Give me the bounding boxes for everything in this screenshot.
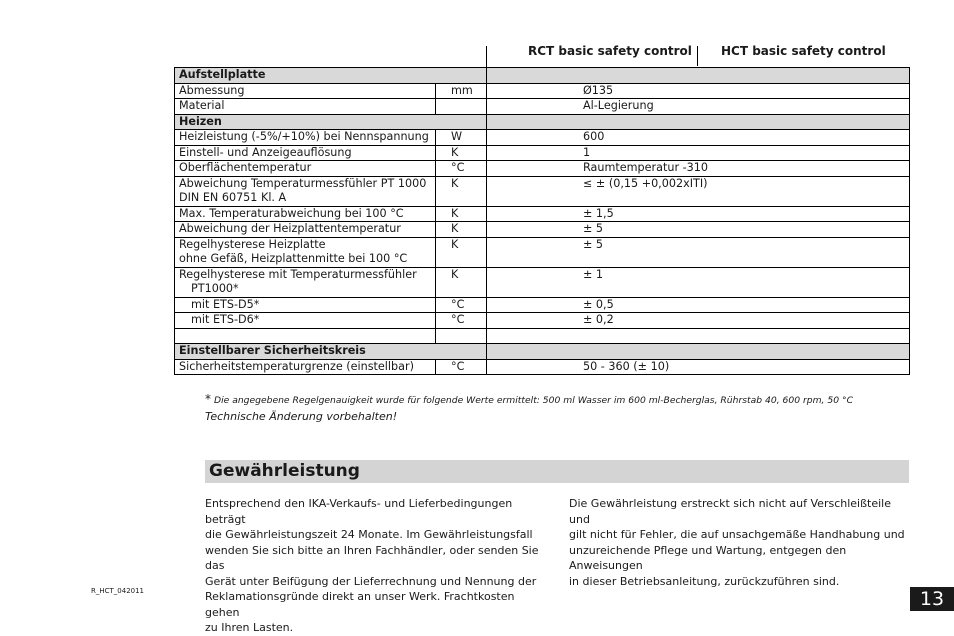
value-cell: ± 0,2	[487, 313, 910, 329]
param-label-line: Material	[179, 99, 225, 112]
value-cell: Raumtemperatur -310	[487, 161, 910, 177]
param-label	[175, 206, 436, 222]
param-label	[175, 359, 436, 375]
unit-cell: °C	[436, 359, 487, 375]
footnote-star: *	[205, 392, 211, 406]
value-cell: 50 - 360 (± 10)	[487, 359, 910, 375]
param-label	[175, 222, 436, 238]
unit-cell: W	[436, 130, 487, 146]
table-row	[175, 83, 910, 99]
unit-cell: K	[436, 176, 487, 206]
unit-cell: °C	[436, 297, 487, 313]
param-label-line: Abweichung Temperaturmessfühler PT 1000	[179, 176, 427, 190]
param-label-line: Sicherheitstemperaturgrenze (einstellbar)	[179, 359, 414, 373]
param-label-line: ohne Gefäß, Heizplattenmitte bei 100 °C	[179, 252, 408, 265]
param-label	[175, 130, 436, 146]
unit-cell: °C	[436, 161, 487, 177]
param-label	[175, 176, 436, 206]
table-row	[175, 130, 910, 146]
section-row	[175, 68, 910, 84]
section-label: Heizen	[175, 114, 487, 130]
paragraph-line: Die Gewährleistung erstreckt sich nicht auf Verschleißteile und	[569, 497, 891, 526]
value-cell: ± 1,5	[487, 206, 910, 222]
param-label-line: Oberflächentemperatur	[179, 161, 312, 174]
table-row	[175, 145, 910, 161]
paragraph-line: Gerät unter Beifügung der Lieferrechnung und Nennung der	[205, 574, 537, 588]
table-row	[175, 313, 910, 329]
paragraph-line: wenden Sie sich bitte an Ihren Fachhändler, oder senden Sie das	[205, 543, 539, 572]
table-row	[175, 359, 910, 375]
paragraph-line: Entsprechend den IKA-Verkaufs- und Lieferbedingungen beträgt	[205, 497, 513, 526]
value-cell: 1	[487, 145, 910, 161]
warranty-text-left	[205, 496, 550, 636]
unit-cell: mm	[436, 83, 487, 99]
param-label-line: mit ETS-D6*	[191, 313, 260, 326]
param-label	[175, 313, 436, 329]
section-label: Einstellbarer Sicherheitskreis	[175, 344, 487, 360]
value-cell: ± 1	[487, 267, 910, 297]
paragraph-line: gilt nicht für Fehler, die auf unsachgemäße Handhabung und	[569, 528, 905, 541]
param-label	[175, 161, 436, 177]
table-row	[175, 237, 910, 267]
header-hct: HCT basic safety control	[721, 44, 886, 58]
header-rct: RCT basic safety control	[528, 44, 692, 58]
param-label-line: Abweichung der Heizplattentemperatur	[179, 222, 401, 235]
paragraph-line: in dieser Betriebsanleitung, zurückzuführen sind.	[569, 574, 840, 588]
value-cell: ± 5	[487, 237, 910, 267]
warranty-text-right	[569, 496, 914, 589]
value-cell: Al-Legierung	[487, 99, 910, 115]
warranty-title: Gewährleistung	[205, 460, 909, 483]
blank-cell	[487, 328, 910, 344]
param-label-line: Regelhysterese mit Temperaturmessfühler	[179, 267, 417, 281]
table-row	[175, 297, 910, 313]
param-label-line: Heizleistung (-5%/+10%) bei Nennspannung	[179, 130, 429, 143]
value-cell: 600	[487, 130, 910, 146]
spec-table	[174, 67, 910, 375]
param-label	[175, 99, 436, 115]
footnote-text: Die angegebene Regelgenauigkeit wurde für folgende Werte ermittelt: 500 ml Wasser im 600 ml-Becherglas, Rührstab 40, 600 rpm, 50 °C	[214, 395, 854, 406]
param-label	[175, 145, 436, 161]
param-label-line: mit ETS-D5*	[191, 297, 260, 311]
paragraph-line: Reklamationsgründe direkt an unser Werk. Frachtkosten gehen	[205, 590, 515, 619]
unit-cell: K	[436, 206, 487, 222]
unit-cell: K	[436, 145, 487, 161]
page-number: 13	[910, 587, 954, 611]
param-label-line: Abmessung	[179, 83, 245, 97]
table-row	[175, 222, 910, 238]
unit-cell	[436, 99, 487, 115]
param-label	[175, 237, 436, 267]
blank-cell	[436, 328, 487, 344]
param-label	[175, 297, 436, 313]
value-cell: ± 0,5	[487, 297, 910, 313]
footer-code: R_HCT_042011	[91, 587, 145, 595]
unit-cell: K	[436, 267, 487, 297]
blank-row	[175, 328, 910, 344]
unit-cell: °C	[436, 313, 487, 329]
header-divider-left	[486, 46, 487, 67]
param-label	[175, 83, 436, 99]
param-label-line: Regelhysterese Heizplatte	[179, 237, 326, 251]
blank-cell	[175, 328, 436, 344]
section-value-cell	[487, 344, 910, 360]
value-cell: ± 5	[487, 222, 910, 238]
paragraph-line: unzureichende Pflege und Wartung, entgegen den Anweisungen	[569, 543, 847, 572]
param-label	[175, 267, 436, 297]
paragraph-line: die Gewährleistungszeit 24 Monate. Im Gewährleistungsfall	[205, 528, 533, 541]
header-divider-mid	[697, 46, 698, 66]
value-cell: Ø135	[487, 83, 910, 99]
unit-cell: K	[436, 237, 487, 267]
table-row	[175, 206, 910, 222]
table-row	[175, 267, 910, 297]
unit-cell: K	[436, 222, 487, 238]
value-cell: ≤ ± (0,15 +0,002xITI)	[487, 176, 910, 206]
param-label-line: DIN EN 60751 Kl. A	[179, 191, 287, 204]
section-row	[175, 344, 910, 360]
table-row	[175, 161, 910, 177]
paragraph-line: zu Ihren Lasten.	[205, 621, 294, 634]
param-label-line: Einstell- und Anzeigeauflösung	[179, 145, 352, 159]
table-row	[175, 176, 910, 206]
param-label-line: PT1000*	[191, 282, 239, 295]
section-row	[175, 114, 910, 130]
param-label-line: Max. Temperaturabweichung bei 100 °C	[179, 206, 404, 220]
section-value-cell	[487, 114, 910, 130]
section-label: Aufstellplatte	[175, 68, 487, 84]
section-value-cell	[487, 68, 910, 84]
change-note: Technische Änderung vorbehalten!	[205, 410, 398, 423]
table-row	[175, 99, 910, 115]
footnote	[205, 392, 853, 406]
